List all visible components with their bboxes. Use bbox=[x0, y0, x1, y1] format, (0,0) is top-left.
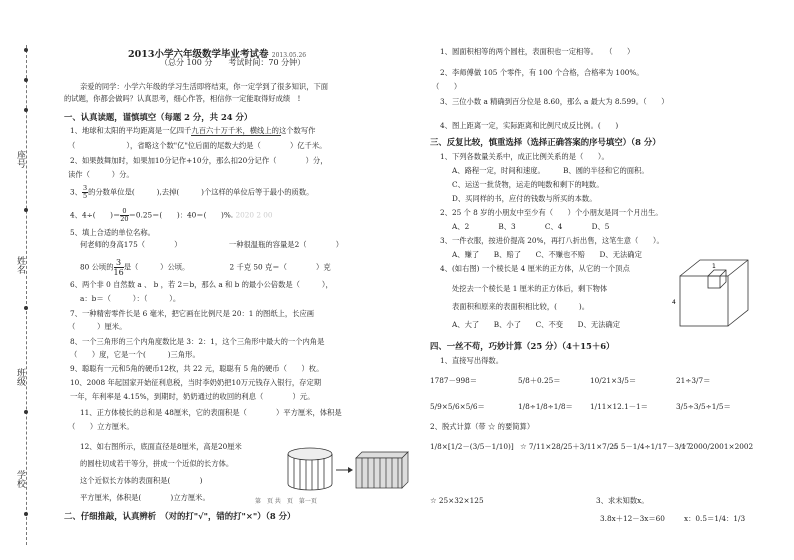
seat-label: 座号 bbox=[15, 150, 25, 168]
question-text: 何老师的身高175（ ） 一种很温瓶的容量是2（ ） bbox=[80, 240, 344, 249]
page-title: 2013小学六年级数学毕业考试卷 2013.05.26 bbox=[128, 49, 307, 60]
question-text: 10、2008 年起国家开始征利息税，当时李奶奶把10万元钱存入银行，存定期 bbox=[70, 378, 322, 387]
exam-subtitle: （总分 100 分 考试时间：70 分钟） bbox=[160, 58, 306, 67]
binding-dot bbox=[24, 108, 28, 112]
calc-item: 5/8＋0.25＝ bbox=[518, 376, 561, 385]
cut-cube bbox=[708, 276, 720, 288]
section-heading: 三、反复比较，慎重选择（选择正确答案的序号填空）（8 分） bbox=[430, 137, 661, 147]
question-text: 7、一种精密零件长是 6 毫米，把它画在比例尺是 20：1 的图纸上，长应画 bbox=[70, 309, 315, 318]
question-text: 1、直接写出得数。 bbox=[440, 356, 504, 365]
question-text: （ ）度，它是一个( )三角形。 bbox=[70, 350, 200, 359]
equation: 3.8x＋12－3x＝60 bbox=[600, 514, 665, 523]
question-text: （ ）立方厘米。 bbox=[68, 422, 134, 431]
question-text: 11、正方体棱长的总和是 48厘米，它的表面积是（ ）平方厘米，体积是 bbox=[80, 408, 342, 417]
question-text: 4、图上距离一定，实际距离和比例尺成反比例。( ) bbox=[440, 121, 619, 130]
cube-front bbox=[680, 276, 728, 326]
binding-dot bbox=[24, 410, 28, 414]
page-footer: 第 页 共 页 第一页 bbox=[255, 498, 317, 505]
question-text: （ ）厘米。 bbox=[68, 322, 127, 331]
question-text: 2、脱式计算（带 ☆ 的要简算） bbox=[430, 422, 535, 431]
question-text: 这个近似长方体的表面积是( ) bbox=[80, 476, 203, 485]
question-text: 平方厘米，体积是( )立方厘米。 bbox=[80, 493, 210, 502]
calc-item: ☆ 25×32×125 bbox=[430, 496, 484, 505]
question-text: 一年，年利率是 4.15%，到期时，奶奶通过的收回的利息（ ）元。 bbox=[70, 392, 315, 401]
section-heading: 二、仔细推敲，认真辨析 （对的打"√"，错的打"×"）（8 分） bbox=[64, 511, 296, 521]
class-label: 班级 bbox=[15, 368, 25, 386]
calc-item: 5/9×5/6×5/6＝ bbox=[430, 402, 485, 411]
question-text: 1、下列各数量关系中，成正比例关系的是（ ）。 bbox=[440, 152, 609, 161]
fraction: $\frac{3}{16}$ bbox=[113, 258, 124, 277]
question-text: 2、如果鼓舞加时，如果加10分记作+10分，那么扣20分记作（ ）分， bbox=[70, 156, 328, 165]
question-text: 处挖去一个棱长是 1 厘米的正方体后，剩下物体 bbox=[452, 284, 608, 293]
cube-figure bbox=[672, 254, 752, 334]
option-line: A、大了 B、小了 C、不变 D、无法确定 bbox=[452, 320, 621, 329]
arrow bbox=[336, 467, 353, 473]
question-text: 3、 $\frac{3}{5}$ 的分数单位是( ),去掉( )个这样的单位后等于最小的质数。 bbox=[70, 184, 314, 200]
question-text: 1、圆面积相等的两个圆柱，表面积也一定相等。 （ ） bbox=[440, 47, 635, 56]
binding-dot bbox=[24, 208, 28, 212]
section-heading: 四、一丝不苟，巧妙计算（25 分）（4＋15＋6） bbox=[430, 341, 615, 351]
binding-dot bbox=[24, 306, 28, 310]
option-line: A、路程一定，时间和速度。 B、圆的半径和它的面积。 bbox=[452, 166, 649, 175]
cylinder bbox=[288, 448, 332, 490]
question-text: 2、李师傅做 105 个零件，有 100 个合格，合格率为 100%。 bbox=[440, 68, 644, 77]
binding-dot bbox=[24, 48, 28, 52]
question-text: 2、25 个 8 岁的小朋友中至少有（ ）个小朋友是同一个月出生。 bbox=[440, 208, 663, 217]
question-text: a：b＝（ ）：（ ）。 bbox=[80, 294, 181, 303]
question-text: 表面积和原来的表面积相比较，( )。 bbox=[452, 302, 590, 311]
cube-label: 4 bbox=[672, 299, 676, 306]
question-text: 3、求未知数x。 bbox=[596, 496, 649, 505]
question-text: 读作（ ）分。 bbox=[68, 170, 134, 179]
question-text: （ ） bbox=[432, 82, 462, 91]
option-line: A、赚了 B、赔了 C、不赚也不赔 D、无法确定 bbox=[452, 250, 642, 259]
question-text: 4、(如右图) 一个棱长是 4 厘米的正方体，从它的一个顶点 bbox=[440, 264, 630, 273]
cube-label: 1 bbox=[712, 263, 716, 270]
option-line: D、买同样的书，应付的钱数与所买的本数。 bbox=[452, 194, 597, 203]
calc-item: ☆ 2000/2001×2002 bbox=[680, 442, 754, 451]
underline bbox=[191, 135, 281, 136]
school-label: 学校 bbox=[15, 470, 25, 488]
calc-item: 1/11×12.1－1＝ bbox=[590, 402, 648, 411]
question-text: 80 公顷的 $\frac{3}{16}$ 是（ ）公顷。 2 千克 50 克＝（ ）克 bbox=[80, 258, 331, 277]
equation: x：0.5＝1/4：1/3 bbox=[684, 514, 746, 523]
option-line: C、运送一批货物，运走的吨数和剩下的吨数。 bbox=[452, 180, 604, 189]
calc-item: 1787－998＝ bbox=[430, 376, 478, 385]
question-text: 3、一件衣服，按进价提高 20%，再打八折出售，这笔生意（ ）。 bbox=[440, 236, 664, 245]
intro-line: 的试题，你都会做吗？认真思考，细心作答，相信你一定能取得好成绩 ! bbox=[64, 94, 301, 103]
option-line: A、2 B、3 C、4 D、5 bbox=[452, 222, 610, 231]
binding-dot bbox=[24, 512, 28, 516]
calc-item: 10/21×3/5＝ bbox=[590, 376, 637, 385]
calc-item: 1/8×[1/2－(3/5－1/10)] bbox=[430, 442, 514, 451]
intro-line: 亲爱的同学：小学六年级的学习生活即将结束，你一定学到了很多知识，下面 bbox=[80, 82, 329, 91]
question-text: 12、如右图所示，底面直径是8厘米，高是20厘米 bbox=[80, 442, 242, 451]
question-text: 3、三位小数 a 精确到百分位是 8.60，那么 a 最大为 8.599。（ ） bbox=[440, 97, 669, 106]
question-text: 9、聪聪有一元和5角的硬币12枚，共 22 元，聪聪有 5 角的硬币（ ）枚。 bbox=[70, 364, 324, 373]
question-text: 1、地球和太阳的平均距离是一亿四千九百六十万千米，横线上的这个数写作 bbox=[70, 126, 316, 135]
cylinder-figure bbox=[286, 446, 410, 492]
binding-dot bbox=[24, 78, 28, 82]
calc-item: ☆ 7/11×28/25＋3/11×7/25 bbox=[520, 442, 619, 451]
name-label: 姓名 bbox=[15, 256, 25, 274]
calc-item: ☆ 5－1/4÷1/17－3/17 bbox=[612, 442, 691, 451]
section-heading: 一、认真读题，谨慎填空（每题 2 分，共 24 分） bbox=[64, 112, 253, 122]
calc-item: 3/5÷3/5÷1/5＝ bbox=[676, 402, 731, 411]
question-text: 5、填上合适的单位名称。 bbox=[70, 228, 155, 237]
fraction: $\frac{0}{20}$ bbox=[120, 207, 129, 223]
question-text: 6、两个非 0 自然数 a 、 b ，若 2＝b，那么 a 和 b 的最小公倍数是（ ）， bbox=[70, 280, 333, 289]
approx-cuboid bbox=[356, 452, 408, 488]
calc-item: 21÷3/7＝ bbox=[676, 376, 711, 385]
fraction: $\frac{3}{5}$ bbox=[82, 184, 88, 200]
question-text: （ ），省略这个数"亿"位后面的尾数大约是（ ）亿千米。 bbox=[68, 141, 327, 150]
question-text: 的圆柱切成若干等分，拼成一个近似的长方体。 bbox=[80, 459, 234, 468]
question-text: 8、一个三角形的三个内角度数比是 3：2：1，这个三角形中最大的一个内角是 bbox=[70, 337, 325, 346]
calc-item: 1/8÷1/8÷1/8＝ bbox=[518, 402, 573, 411]
question-text: 4、4÷( )＝ $\frac{0}{20}$ ＝0.25＝( )：40＝( )%. 2020 2 00 bbox=[70, 207, 273, 223]
